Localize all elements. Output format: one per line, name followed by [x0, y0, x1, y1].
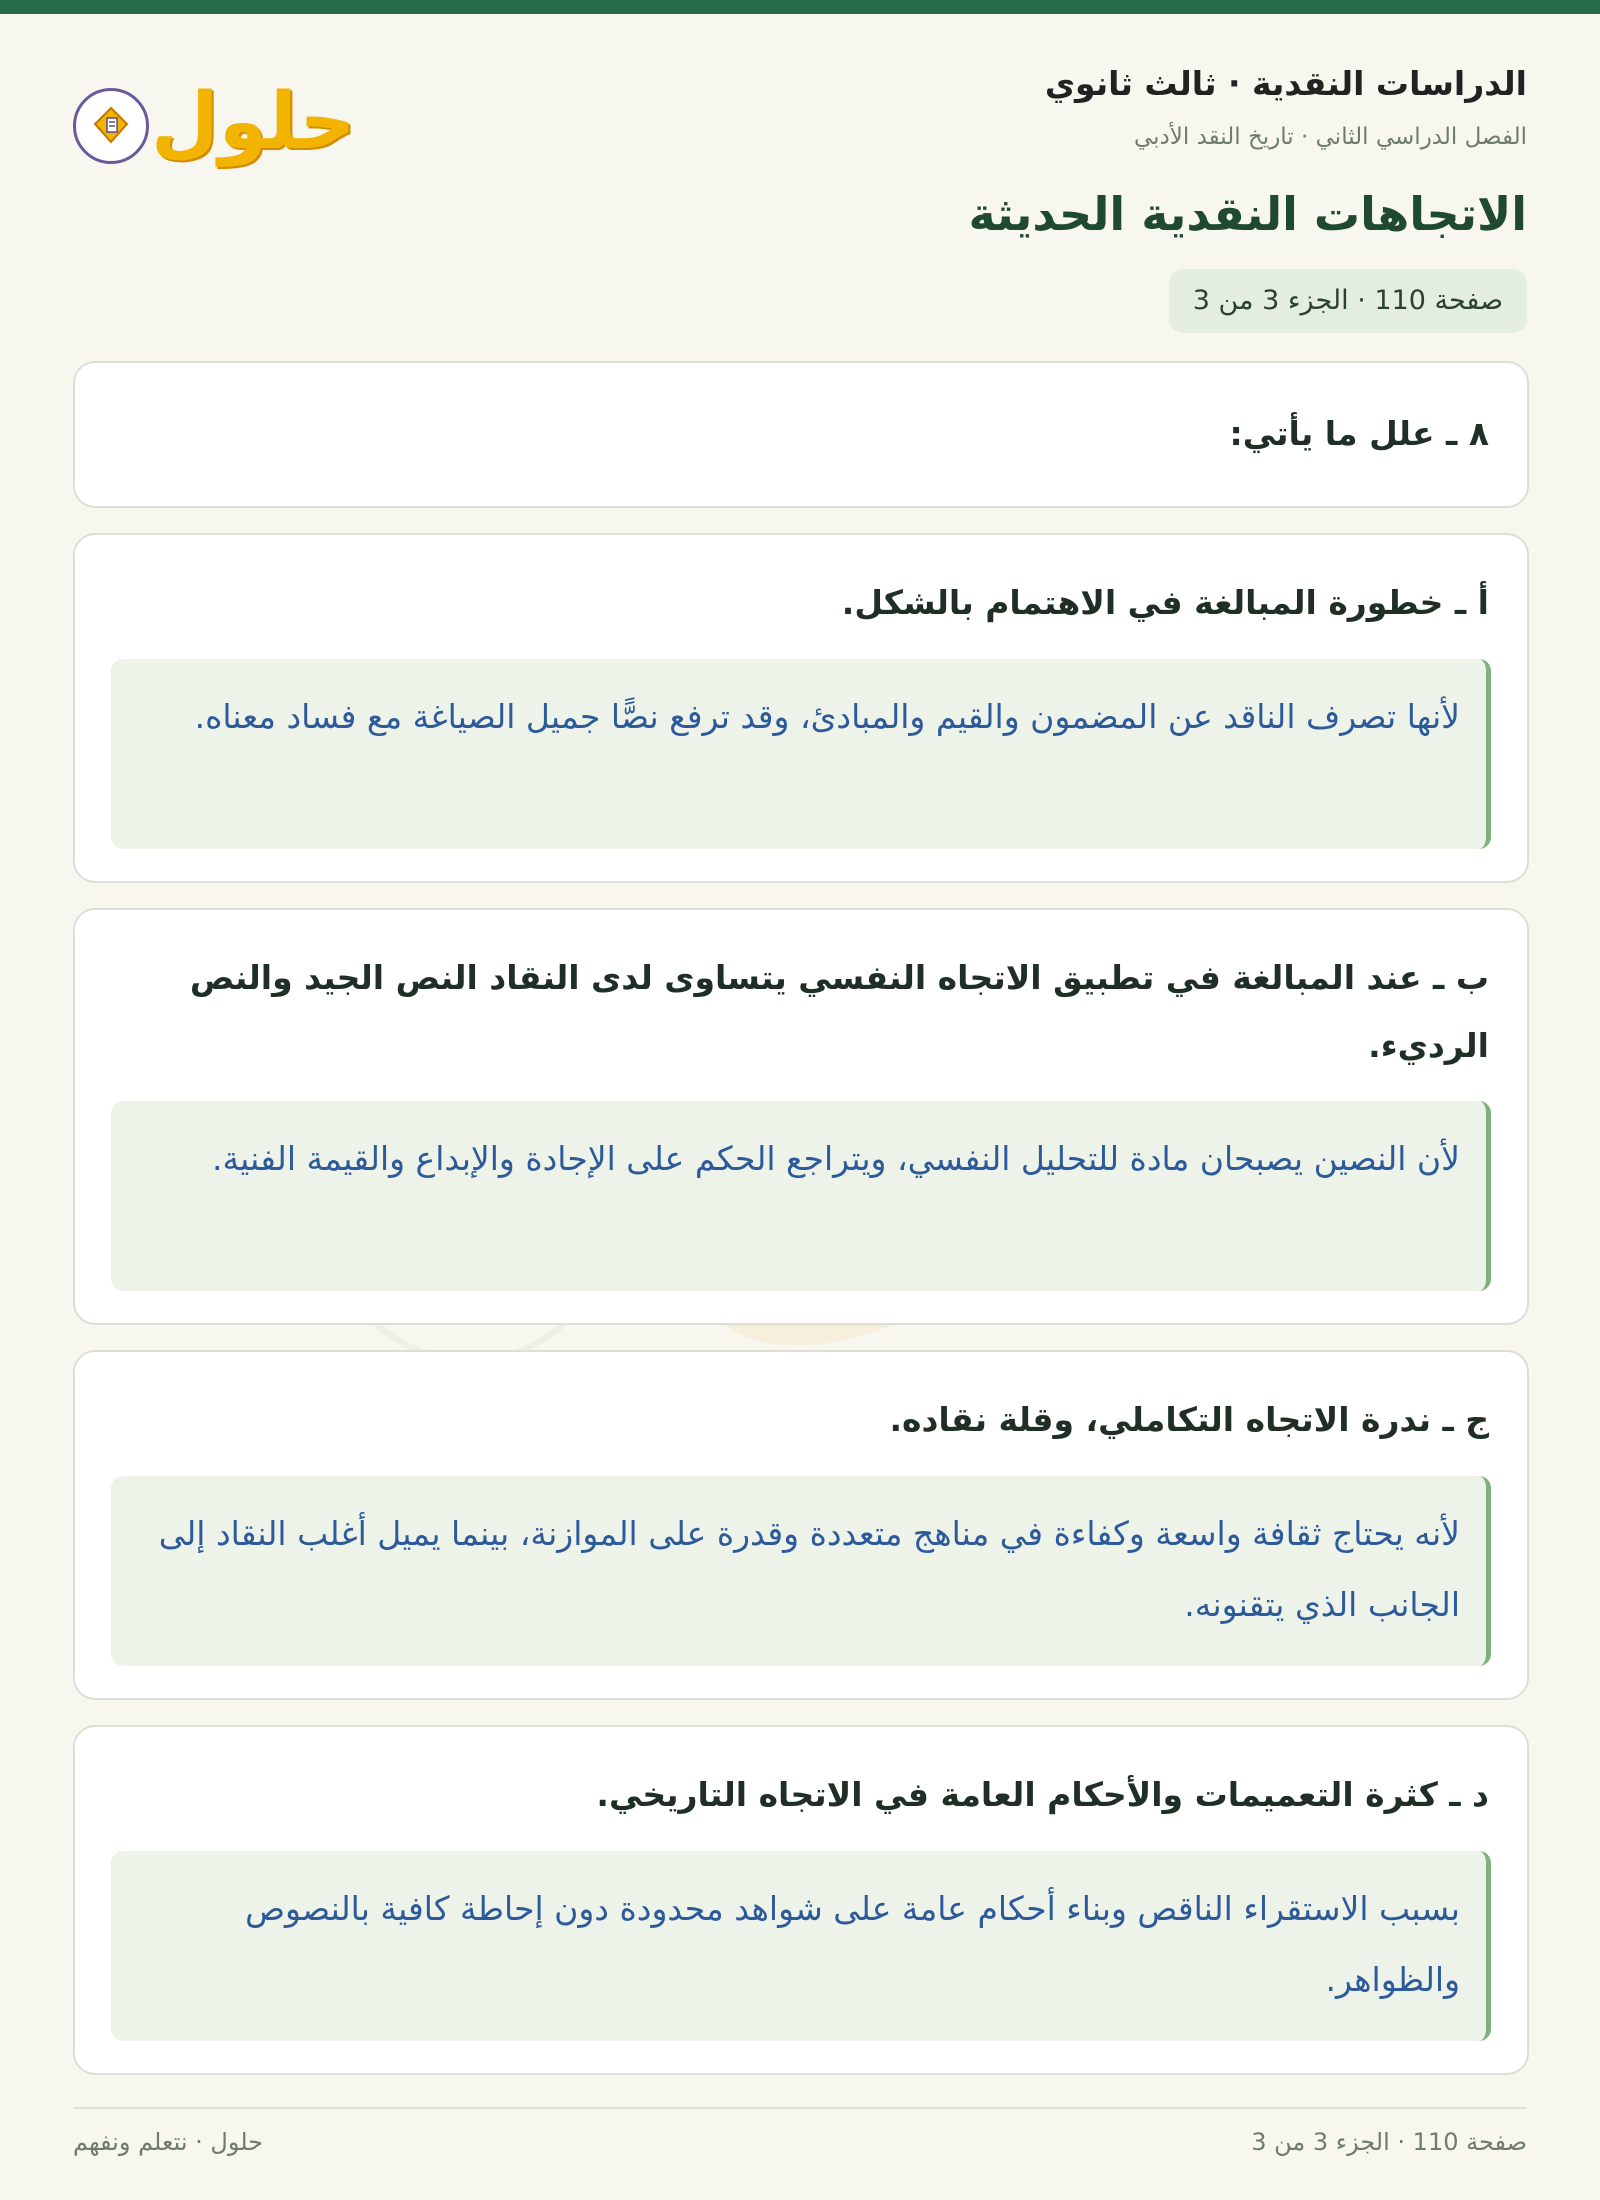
item-question: ب ـ عند المبالغة في تطبيق الاتجاه النفسي يتساوى لدى النقاد النص الجيد والنص الرديء. [189, 958, 1489, 1065]
logo-book-icon [73, 88, 149, 164]
answer-box [111, 1851, 1491, 2041]
item-card-d [73, 1725, 1529, 2075]
course-title: الدراسات النقدية · ثالث ثانوي [1044, 64, 1527, 103]
answer-text: لأنها تصرف الناقد عن المضمون والقيم والمبادئ، وقد ترفع نصًّا جميل الصياغة مع فساد معناه. [194, 697, 1460, 736]
item-question: د ـ كثرة التعميمات والأحكام العامة في الاتجاه التاريخي. [596, 1775, 1489, 1814]
item-card-b [73, 908, 1529, 1325]
question-main: ٨ ـ علل ما يأتي: [1229, 414, 1489, 453]
answer-box [111, 1101, 1491, 1291]
answer-text: بسبب الاستقراء الناقص وبناء أحكام عامة على شواهد محدودة دون إحاطة كافية بالنصوص والظواهر. [245, 1889, 1460, 1999]
page-container [73, 14, 1527, 316]
top-accent-bar [0, 0, 1600, 14]
item-question: ج ـ ندرة الاتجاه التكاملي، وقلة نقاده. [889, 1400, 1489, 1439]
question-card [73, 361, 1529, 508]
footer-page-info: صفحة 110 · الجزء 3 من 3 [1251, 2128, 1527, 2156]
answer-text: لأنه يحتاج ثقافة واسعة وكفاءة في مناهج متعددة وقدرة على الموازنة، بينما يميل أغلب النقاد إلى الجانب الذي يتقنونه. [158, 1514, 1460, 1624]
footer-divider [73, 2107, 1527, 2109]
logo-text: حلول [151, 77, 356, 167]
lesson-title: الاتجاهات النقدية الحديثة [968, 187, 1527, 241]
page-info-badge: صفحة 110 · الجزء 3 من 3 [1169, 269, 1527, 333]
answer-box [111, 659, 1491, 849]
page-header [73, 14, 1527, 316]
item-card-c [73, 1350, 1529, 1700]
footer-brand: حلول · نتعلم ونفهم [73, 2128, 263, 2156]
hulul-logo[interactable] [73, 62, 356, 182]
item-question: أ ـ خطورة المبالغة في الاهتمام بالشكل. [841, 583, 1489, 622]
course-subtitle: الفصل الدراسي الثاني · تاريخ النقد الأدبي [1133, 124, 1527, 150]
answer-text: لأن النصين يصبحان مادة للتحليل النفسي، ويتراجع الحكم على الإجادة والإبداع والقيمة الفنية. [211, 1139, 1460, 1178]
answer-box [111, 1476, 1491, 1666]
item-card-a [73, 533, 1529, 883]
